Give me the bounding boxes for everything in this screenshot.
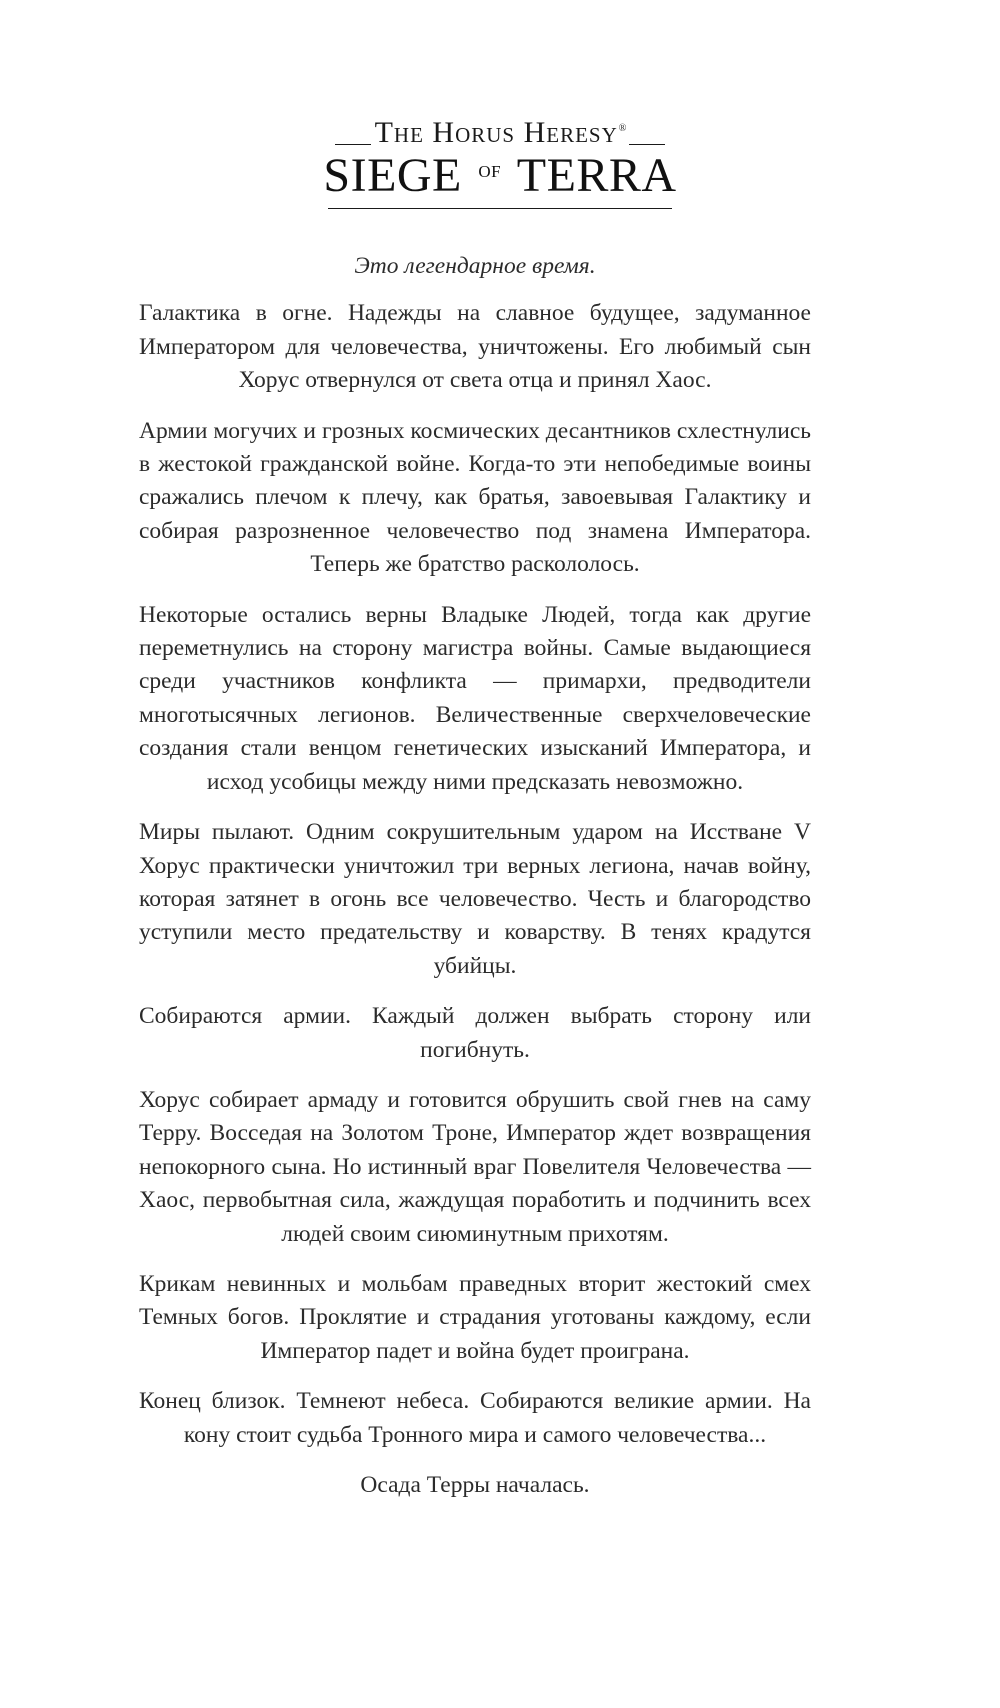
logo-series-line [335, 118, 666, 148]
paragraph: Армии могучих и грозных космических десантников схлестнулись в жестокой гражданской войне. Когда-то эти непобедимые воины сражались плечом к плечу, как братья, завоевывая Галактику и собирая разрозненное человечество под знамена Императора. Теперь же братство раскололось. [139, 417, 811, 578]
paragraph: Крикам невинных и мольбам праведных вторит жестокий смех Темных богов. Проклятие и страдания уготованы каждому, если Император падет и война будет проиграна. [139, 1270, 811, 1364]
paragraph: Галактика в огне. Надежды на славное будущее, задуманное Императором для человечества, уничтожены. Его любимый сын Хорус отвернулся от света отца и принял Хаос. [139, 300, 811, 394]
logo-rule-right [629, 144, 665, 145]
logo-title-of: of [478, 157, 502, 183]
intro-text [139, 250, 811, 1502]
logo-title-siege: SIEGE [323, 149, 462, 202]
logo-bottom-rule [328, 208, 672, 209]
logo-title [0, 149, 1000, 202]
logo-title-terra: TERRA [516, 149, 677, 202]
epigraph: Это легендарное время. [354, 253, 596, 279]
paragraph: Конец близок. Темнеют небеса. Собираются великие армии. На кону стоит судьба Тронного мира и самого человечества... [139, 1388, 811, 1448]
trademark-mark: ® [618, 123, 628, 134]
logo-rule-left [335, 144, 371, 145]
paragraph: Миры пылают. Одним сокрушительным ударом на Исстване V Хорус практически уничтожил три верных легиона, начав войну, которая затянет в огонь все человечество. Честь и благородство уступили место предательству и коварству. В тенях крадутся убийцы. [139, 819, 811, 979]
siege-of-terra-logo [0, 118, 1000, 209]
paragraph: Собираются армии. Каждый должен выбрать сторону или погибнуть. [139, 1003, 811, 1063]
closing-line: Осада Терры началась. [360, 1472, 590, 1498]
logo-series-text: The Horus Heresy [374, 116, 618, 149]
paragraph: Некоторые остались верны Владыке Людей, тогда как другие переметнулись на сторону магистра войны. Самые выдающиеся среди участников конфликта — примархи, предводители многотысячных легионов. Величественные сверхчеловеческие создания стали венцом генетических изысканий Императора, и исход усобицы между ними предсказать невозможно. [139, 601, 811, 795]
paragraph: Хорус собирает армаду и готовится обрушить свой гнев на саму Терру. Восседая на Золотом Троне, Император ждет возвращения непокорного сына. Но истинный враг Повелителя Человечества — Хаос, первобытная сила, жаждущая поработить и подчинить всех людей своим сиюминутным прихотям. [139, 1086, 811, 1247]
